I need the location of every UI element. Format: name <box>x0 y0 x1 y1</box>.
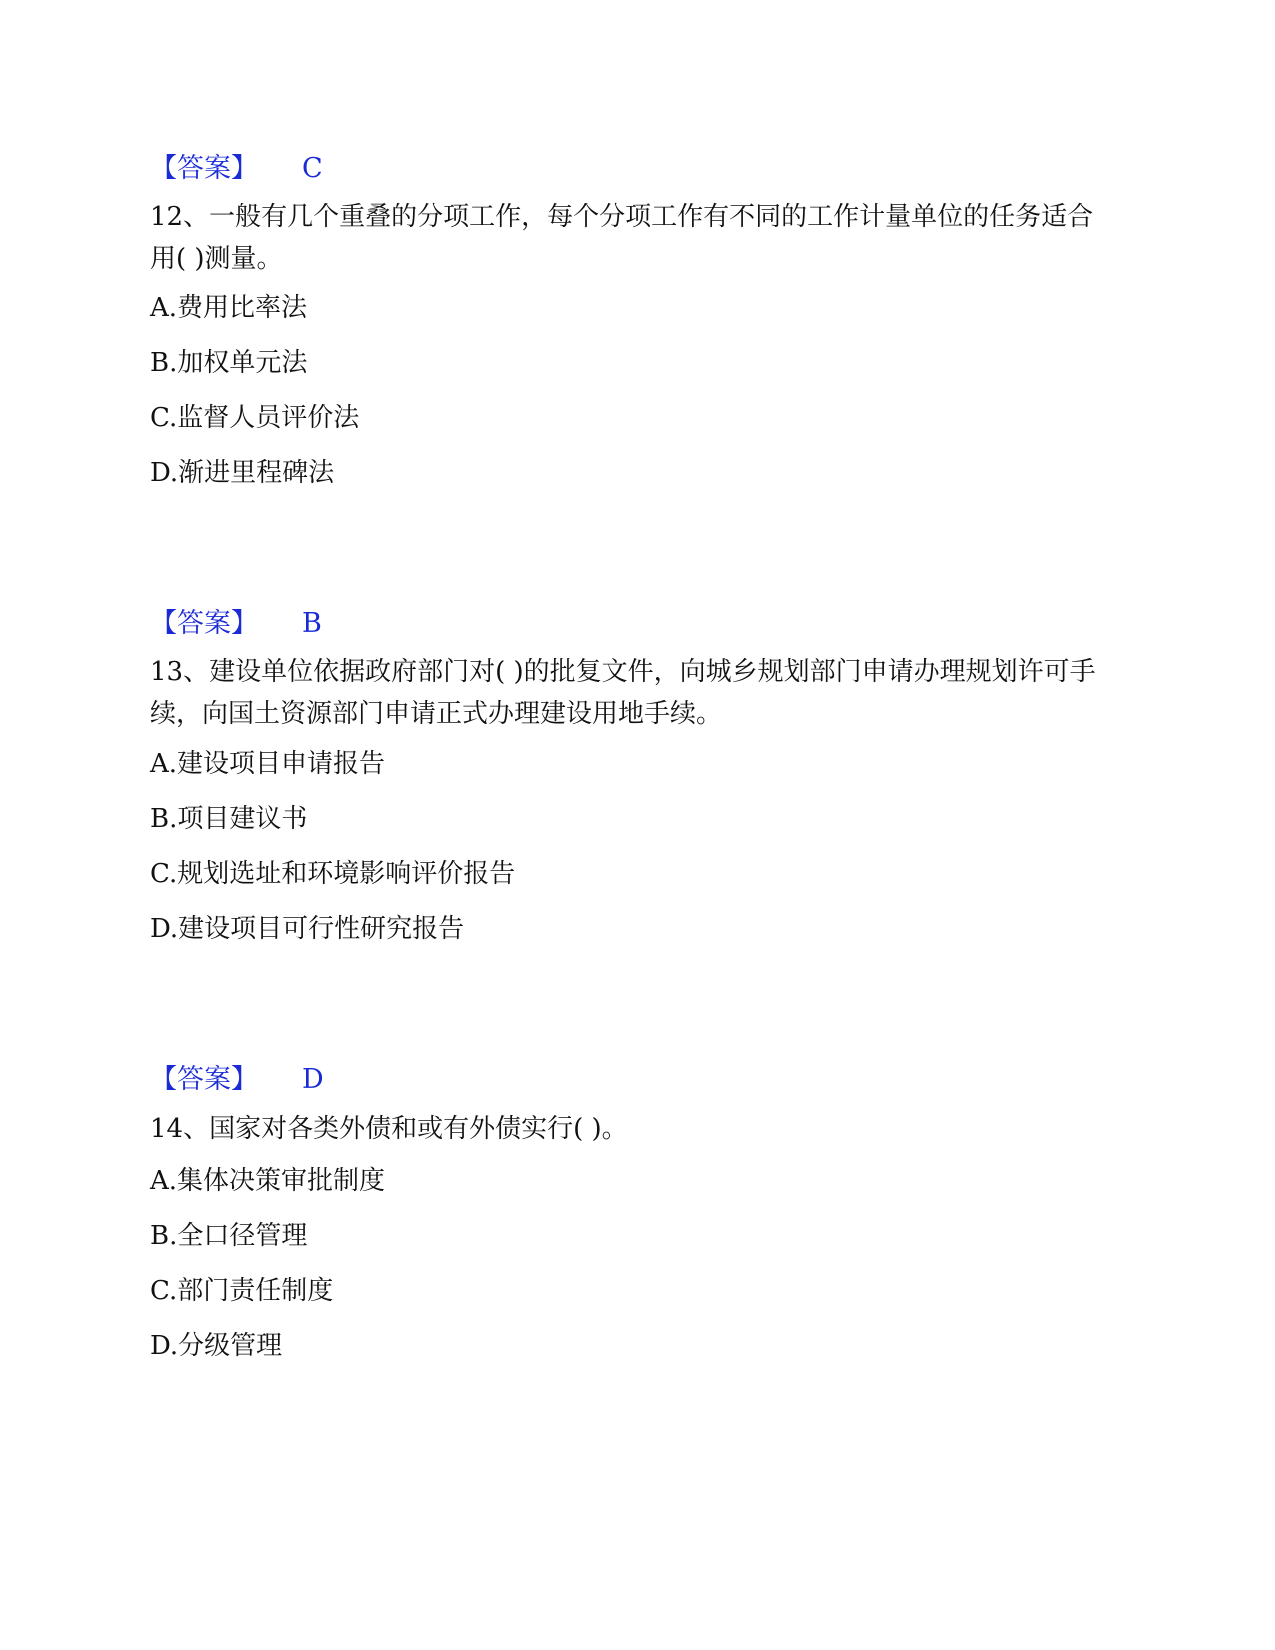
option-d: D.渐进里程碑法 <box>150 458 335 488</box>
answer-line <box>150 146 323 186</box>
option-d: D.建设项目可行性研究报告 <box>150 914 465 944</box>
option-b: B.全口径管理 <box>150 1221 308 1251</box>
question-text: 12、一般有几个重叠的分项工作，每个分项工作有不同的工作计量单位的任务适合用( )测量。 <box>150 202 1094 274</box>
answer-line <box>150 601 322 641</box>
option-b: B.加权单元法 <box>150 348 308 378</box>
option-a: A.建设项目申请报告 <box>150 749 386 779</box>
answer-value: B <box>302 608 322 639</box>
option-c: C.监督人员评价法 <box>150 403 360 433</box>
answer-value: C <box>302 153 323 184</box>
question-text: 13、建设单位依据政府部门对( )的批复文件，向城乡规划部门申请办理规划许可手续，向国土资源部门申请正式办理建设用地手续。 <box>150 657 1096 729</box>
option-a: A.费用比率法 <box>150 293 308 323</box>
answer-value: D <box>302 1064 324 1095</box>
option-a: A.集体决策审批制度 <box>150 1166 386 1196</box>
question-text: 14、国家对各类外债和或有外债实行( )。 <box>150 1114 628 1144</box>
answer-label: 【答案】 <box>150 1064 258 1095</box>
option-c: C.部门责任制度 <box>150 1276 334 1306</box>
option-d: D.分级管理 <box>150 1331 283 1361</box>
answer-line <box>150 1057 324 1097</box>
option-c: C.规划选址和环境影响评价报告 <box>150 859 516 889</box>
option-b: B.项目建议书 <box>150 804 308 834</box>
answer-label: 【答案】 <box>150 608 258 639</box>
answer-label: 【答案】 <box>150 153 258 184</box>
